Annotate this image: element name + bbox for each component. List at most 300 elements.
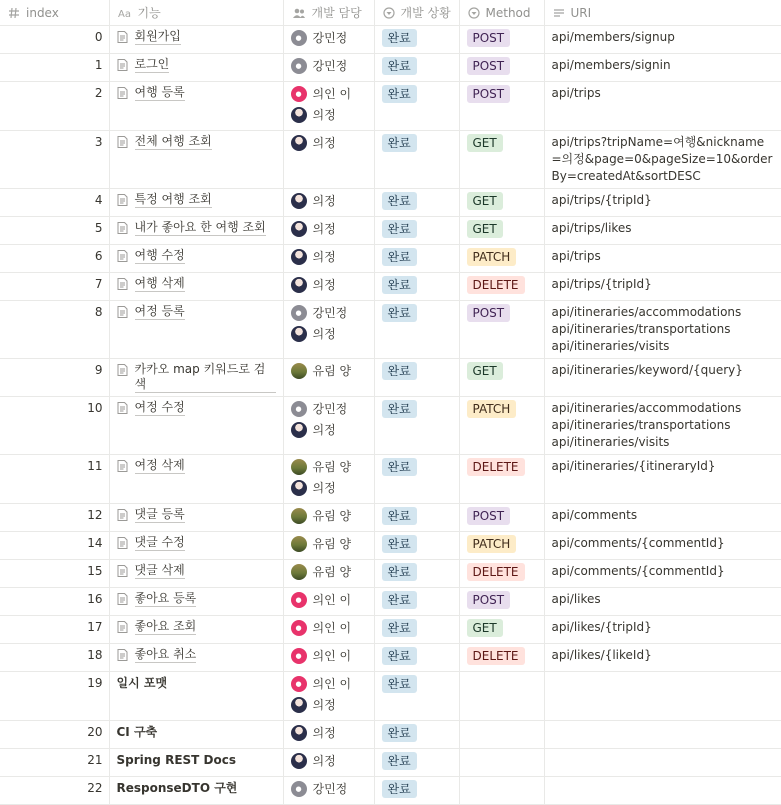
row-index: 9 bbox=[94, 363, 103, 377]
feature-cell bbox=[109, 532, 283, 560]
row-title[interactable]: 좋아요 취소 bbox=[134, 647, 197, 661]
document-icon bbox=[117, 565, 128, 577]
document-icon bbox=[117, 194, 128, 206]
person bbox=[291, 563, 367, 581]
row-index: 12 bbox=[87, 508, 103, 522]
document-icon bbox=[117, 31, 128, 43]
table-row[interactable] bbox=[0, 616, 781, 644]
index-cell bbox=[0, 588, 109, 616]
person bbox=[291, 591, 367, 609]
method-cell bbox=[459, 749, 544, 777]
method-badge: DELETE bbox=[467, 276, 525, 294]
feature-cell bbox=[109, 749, 283, 777]
index-cell bbox=[0, 749, 109, 777]
table-row[interactable] bbox=[0, 359, 781, 397]
person-name: 의인 이 bbox=[312, 676, 352, 691]
owner-cell bbox=[283, 455, 374, 504]
status-cell bbox=[374, 26, 459, 54]
person bbox=[291, 421, 367, 439]
feature-cell bbox=[109, 560, 283, 588]
avatar bbox=[291, 480, 307, 496]
method-cell bbox=[459, 532, 544, 560]
row-index: 16 bbox=[87, 592, 103, 606]
person bbox=[291, 647, 367, 665]
row-title[interactable]: 여정 삭제 bbox=[134, 458, 185, 472]
row-title[interactable]: 여정 수정 bbox=[134, 400, 185, 414]
owner-cell bbox=[283, 131, 374, 189]
avatar: ● bbox=[291, 86, 307, 102]
feature-cell bbox=[109, 397, 283, 455]
uri-cell bbox=[544, 245, 781, 273]
status-badge: 완료 bbox=[382, 192, 417, 210]
person bbox=[291, 29, 367, 47]
row-title[interactable]: Spring REST Docs bbox=[116, 753, 236, 767]
row-index: 11 bbox=[87, 459, 103, 473]
table-row[interactable] bbox=[0, 672, 781, 721]
method-cell bbox=[459, 26, 544, 54]
uri-cell bbox=[544, 26, 781, 54]
document-icon bbox=[117, 306, 128, 318]
uri-cell bbox=[544, 359, 781, 397]
person-name: 유림 양 bbox=[312, 564, 352, 579]
uri-cell bbox=[544, 532, 781, 560]
uri-cell bbox=[544, 54, 781, 82]
feature-cell bbox=[109, 455, 283, 504]
table-row[interactable] bbox=[0, 504, 781, 532]
row-index: 6 bbox=[94, 249, 103, 263]
index-cell bbox=[0, 644, 109, 672]
index-cell bbox=[0, 54, 109, 82]
avatar bbox=[291, 697, 307, 713]
table-row[interactable] bbox=[0, 588, 781, 616]
status-badge: 완료 bbox=[382, 400, 417, 418]
document-icon bbox=[117, 59, 128, 71]
uri-cell bbox=[544, 131, 781, 189]
person-name: 의정 bbox=[312, 135, 336, 150]
row-title[interactable]: 회원가입 bbox=[134, 29, 181, 43]
row-title[interactable]: 카카오 map 키워드로 검색 bbox=[135, 362, 276, 393]
owner-cell bbox=[283, 217, 374, 245]
avatar bbox=[291, 363, 307, 379]
status-cell bbox=[374, 616, 459, 644]
row-title[interactable]: 댓글 수정 bbox=[134, 535, 185, 549]
method-badge: POST bbox=[467, 507, 511, 525]
person bbox=[291, 507, 367, 525]
owner-cell bbox=[283, 359, 374, 397]
avatar bbox=[291, 536, 307, 552]
column-header-uri[interactable] bbox=[544, 0, 781, 26]
feature-cell bbox=[109, 588, 283, 616]
status-badge: 완료 bbox=[382, 647, 417, 665]
row-title[interactable]: 전체 여행 조회 bbox=[134, 134, 212, 148]
row-index: 18 bbox=[87, 648, 103, 662]
document-icon bbox=[117, 402, 128, 414]
owner-cell bbox=[283, 245, 374, 273]
person-name: 의정 bbox=[312, 422, 336, 437]
person-name: 유림 양 bbox=[312, 363, 352, 378]
owner-cell bbox=[283, 749, 374, 777]
avatar: ● bbox=[291, 401, 307, 417]
method-cell bbox=[459, 273, 544, 301]
table-row[interactable] bbox=[0, 301, 781, 359]
uri-line: api/trips/{tripId} bbox=[551, 193, 652, 207]
uri-cell bbox=[544, 588, 781, 616]
avatar bbox=[291, 326, 307, 342]
row-title[interactable]: 여행 수정 bbox=[134, 248, 185, 262]
person-name: 의정 bbox=[312, 249, 336, 264]
text-icon bbox=[118, 7, 132, 19]
avatar: ● bbox=[291, 676, 307, 692]
uri-line: api/comments bbox=[551, 508, 638, 522]
status-badge: 완료 bbox=[382, 724, 417, 742]
row-title[interactable]: 댓글 삭제 bbox=[134, 563, 185, 577]
people-icon bbox=[292, 7, 306, 19]
person bbox=[291, 192, 367, 210]
status-badge: 완료 bbox=[382, 29, 417, 47]
method-cell bbox=[459, 54, 544, 82]
row-index: 3 bbox=[94, 135, 103, 149]
row-index: 14 bbox=[87, 536, 103, 550]
person-name: 강민정 bbox=[312, 58, 348, 73]
status-cell bbox=[374, 588, 459, 616]
method-cell bbox=[459, 455, 544, 504]
status-badge: 완료 bbox=[382, 220, 417, 238]
table-row[interactable] bbox=[0, 560, 781, 588]
status-cell bbox=[374, 777, 459, 805]
status-cell bbox=[374, 560, 459, 588]
feature-cell bbox=[109, 217, 283, 245]
select-icon bbox=[468, 7, 480, 19]
status-badge: 완료 bbox=[382, 780, 417, 798]
avatar bbox=[291, 135, 307, 151]
table-row[interactable] bbox=[0, 82, 781, 131]
table-row[interactable] bbox=[0, 397, 781, 455]
feature-cell bbox=[109, 616, 283, 644]
table-row[interactable] bbox=[0, 26, 781, 54]
person bbox=[291, 248, 367, 266]
avatar: ● bbox=[291, 58, 307, 74]
index-cell bbox=[0, 217, 109, 245]
method-cell bbox=[459, 301, 544, 359]
document-icon bbox=[117, 250, 128, 262]
status-badge: 완료 bbox=[382, 752, 417, 770]
index-cell bbox=[0, 504, 109, 532]
person-name: 유림 양 bbox=[312, 536, 352, 551]
person-name: 의정 bbox=[312, 753, 336, 768]
uri-cell bbox=[544, 749, 781, 777]
avatar bbox=[291, 508, 307, 524]
row-index: 8 bbox=[94, 305, 103, 319]
owner-cell bbox=[283, 672, 374, 721]
method-badge: POST bbox=[467, 85, 511, 103]
person-name: 의정 bbox=[312, 480, 336, 495]
uri-cell bbox=[544, 82, 781, 131]
person-name: 의인 이 bbox=[312, 592, 352, 607]
uri-line: api/comments/{commentId} bbox=[551, 564, 725, 578]
column-label: URI bbox=[570, 5, 592, 20]
method-badge: PATCH bbox=[467, 535, 517, 553]
person bbox=[291, 780, 367, 798]
method-cell bbox=[459, 359, 544, 397]
status-badge: 완료 bbox=[382, 675, 417, 693]
row-index: 0 bbox=[94, 30, 103, 44]
uri-line: api/members/signin bbox=[551, 58, 671, 72]
uri-line: api/trips?tripName=여행&nickname=의정&page=0&pageSize=10&orderBy=createdAt&sortDESC bbox=[551, 135, 773, 183]
status-cell bbox=[374, 532, 459, 560]
uri-line: api/itineraries/accommodations bbox=[551, 401, 742, 415]
uri-cell bbox=[544, 777, 781, 805]
text-lines-icon bbox=[553, 7, 565, 19]
method-cell bbox=[459, 721, 544, 749]
table-row[interactable] bbox=[0, 273, 781, 301]
feature-cell bbox=[109, 504, 283, 532]
column-label: index bbox=[26, 5, 59, 20]
row-title[interactable]: 댓글 등록 bbox=[134, 507, 185, 521]
document-icon bbox=[117, 621, 128, 633]
uri-line: api/trips bbox=[551, 86, 601, 100]
method-badge: POST bbox=[467, 57, 511, 75]
owner-cell bbox=[283, 26, 374, 54]
avatar bbox=[291, 107, 307, 123]
person-name: 의인 이 bbox=[312, 648, 352, 663]
method-badge: GET bbox=[467, 619, 503, 637]
column-label: 개발 담당 bbox=[311, 6, 362, 20]
column-header-owner[interactable] bbox=[283, 0, 374, 26]
avatar bbox=[291, 221, 307, 237]
document-icon bbox=[117, 593, 128, 605]
method-cell bbox=[459, 217, 544, 245]
table-row[interactable] bbox=[0, 749, 781, 777]
uri-cell bbox=[544, 189, 781, 217]
person bbox=[291, 57, 367, 75]
uri-line: api/likes/{tripId} bbox=[551, 620, 652, 634]
row-title[interactable]: 로그인 bbox=[134, 57, 170, 71]
method-cell bbox=[459, 588, 544, 616]
index-cell bbox=[0, 777, 109, 805]
person bbox=[291, 696, 367, 714]
index-cell bbox=[0, 560, 109, 588]
index-cell bbox=[0, 397, 109, 455]
index-cell bbox=[0, 532, 109, 560]
avatar: ● bbox=[291, 781, 307, 797]
column-header-feature[interactable] bbox=[109, 0, 283, 26]
table-row[interactable] bbox=[0, 721, 781, 749]
index-cell bbox=[0, 273, 109, 301]
method-cell bbox=[459, 131, 544, 189]
method-badge: GET bbox=[467, 192, 503, 210]
status-cell bbox=[374, 455, 459, 504]
owner-cell bbox=[283, 721, 374, 749]
method-badge: GET bbox=[467, 134, 503, 152]
status-badge: 완료 bbox=[382, 619, 417, 637]
uri-cell bbox=[544, 397, 781, 455]
feature-cell bbox=[109, 245, 283, 273]
person bbox=[291, 304, 367, 322]
person-name: 의정 bbox=[312, 107, 336, 122]
uri-line: api/itineraries/transportations bbox=[551, 322, 731, 336]
method-badge: POST bbox=[467, 591, 511, 609]
document-icon bbox=[117, 136, 128, 148]
person bbox=[291, 479, 367, 497]
method-cell bbox=[459, 616, 544, 644]
uri-cell bbox=[544, 644, 781, 672]
status-badge: 완료 bbox=[382, 362, 417, 380]
owner-cell bbox=[283, 397, 374, 455]
uri-line: api/members/signup bbox=[551, 30, 675, 44]
row-index: 7 bbox=[94, 277, 103, 291]
index-cell bbox=[0, 82, 109, 131]
owner-cell bbox=[283, 273, 374, 301]
row-index: 2 bbox=[94, 86, 103, 100]
method-badge: PATCH bbox=[467, 400, 517, 418]
avatar bbox=[291, 277, 307, 293]
person bbox=[291, 752, 367, 770]
owner-cell bbox=[283, 54, 374, 82]
avatar bbox=[291, 249, 307, 265]
status-cell bbox=[374, 217, 459, 245]
table-row[interactable] bbox=[0, 532, 781, 560]
person-name: 의정 bbox=[312, 277, 336, 292]
person bbox=[291, 325, 367, 343]
column-label: Method bbox=[485, 5, 531, 20]
owner-cell bbox=[283, 504, 374, 532]
status-cell bbox=[374, 54, 459, 82]
document-icon bbox=[117, 87, 128, 99]
feature-cell bbox=[109, 82, 283, 131]
person-name: 의인 이 bbox=[312, 86, 352, 101]
person bbox=[291, 276, 367, 294]
index-cell bbox=[0, 616, 109, 644]
uri-cell bbox=[544, 504, 781, 532]
avatar bbox=[291, 422, 307, 438]
owner-cell bbox=[283, 777, 374, 805]
table-row[interactable] bbox=[0, 644, 781, 672]
row-index: 21 bbox=[87, 753, 103, 767]
uri-line: api/itineraries/keyword/{query} bbox=[551, 363, 743, 377]
status-badge: 완료 bbox=[382, 134, 417, 152]
method-badge: GET bbox=[467, 362, 503, 380]
table-row[interactable] bbox=[0, 217, 781, 245]
uri-line: api/likes/{likeId} bbox=[551, 648, 652, 662]
document-icon bbox=[117, 222, 128, 234]
uri-line: api/trips/likes bbox=[551, 221, 632, 235]
person-name: 의정 bbox=[312, 326, 336, 341]
method-cell bbox=[459, 777, 544, 805]
status-cell bbox=[374, 397, 459, 455]
row-title[interactable]: 여행 등록 bbox=[134, 85, 185, 99]
status-cell bbox=[374, 82, 459, 131]
uri-line: api/itineraries/visits bbox=[551, 339, 670, 353]
person-name: 강민정 bbox=[312, 401, 348, 416]
person bbox=[291, 675, 367, 693]
status-badge: 완료 bbox=[382, 248, 417, 266]
avatar: ● bbox=[291, 648, 307, 664]
document-icon bbox=[117, 509, 128, 521]
status-cell bbox=[374, 189, 459, 217]
status-cell bbox=[374, 245, 459, 273]
row-index: 22 bbox=[87, 781, 103, 795]
owner-cell bbox=[283, 189, 374, 217]
avatar: ● bbox=[291, 592, 307, 608]
index-cell bbox=[0, 359, 109, 397]
person-name: 유림 양 bbox=[312, 459, 352, 474]
person-name: 유림 양 bbox=[312, 508, 352, 523]
person bbox=[291, 724, 367, 742]
uri-cell bbox=[544, 672, 781, 721]
document-icon bbox=[117, 537, 128, 549]
column-header-status[interactable] bbox=[374, 0, 459, 26]
status-badge: 완료 bbox=[382, 563, 417, 581]
table-row[interactable] bbox=[0, 131, 781, 189]
row-title[interactable]: ResponseDTO 구현 bbox=[116, 781, 238, 795]
method-badge: DELETE bbox=[467, 647, 525, 665]
row-title[interactable]: 여정 등록 bbox=[134, 304, 185, 318]
uri-cell bbox=[544, 560, 781, 588]
status-cell bbox=[374, 273, 459, 301]
table-row[interactable] bbox=[0, 245, 781, 273]
index-cell bbox=[0, 672, 109, 721]
uri-line: api/likes bbox=[551, 592, 601, 606]
person bbox=[291, 458, 367, 476]
method-cell bbox=[459, 189, 544, 217]
person-name: 의정 bbox=[312, 725, 336, 740]
person-name: 강민정 bbox=[312, 30, 348, 45]
status-badge: 완료 bbox=[382, 85, 417, 103]
column-label: 기능 bbox=[137, 6, 161, 20]
method-cell bbox=[459, 397, 544, 455]
uri-line: api/itineraries/visits bbox=[551, 435, 670, 449]
column-header-index[interactable] bbox=[0, 0, 109, 26]
row-title[interactable]: 좋아요 조회 bbox=[134, 619, 197, 633]
owner-cell bbox=[283, 301, 374, 359]
table-row[interactable] bbox=[0, 54, 781, 82]
number-icon bbox=[8, 7, 20, 19]
avatar bbox=[291, 459, 307, 475]
row-title[interactable]: 특정 여행 조회 bbox=[134, 192, 212, 206]
person-name: 의정 bbox=[312, 193, 336, 208]
avatar bbox=[291, 564, 307, 580]
avatar bbox=[291, 753, 307, 769]
row-title[interactable]: 일시 포맷 bbox=[116, 676, 168, 690]
method-badge: PATCH bbox=[467, 248, 517, 266]
row-title[interactable]: 내가 좋아요 한 여행 조회 bbox=[134, 220, 266, 234]
method-cell bbox=[459, 504, 544, 532]
person bbox=[291, 535, 367, 553]
uri-cell bbox=[544, 721, 781, 749]
status-cell bbox=[374, 301, 459, 359]
row-index: 4 bbox=[94, 193, 103, 207]
table-row[interactable] bbox=[0, 189, 781, 217]
row-index: 1 bbox=[94, 58, 103, 72]
row-title[interactable]: CI 구축 bbox=[116, 725, 158, 739]
row-title[interactable]: 좋아요 등록 bbox=[134, 591, 197, 605]
owner-cell bbox=[283, 616, 374, 644]
index-cell bbox=[0, 26, 109, 54]
feature-cell bbox=[109, 273, 283, 301]
index-cell bbox=[0, 721, 109, 749]
row-title[interactable]: 여행 삭제 bbox=[134, 276, 185, 290]
table-row[interactable] bbox=[0, 777, 781, 805]
status-badge: 완료 bbox=[382, 535, 417, 553]
table-row[interactable] bbox=[0, 455, 781, 504]
document-icon bbox=[117, 364, 128, 376]
feature-cell bbox=[109, 131, 283, 189]
uri-line: api/itineraries/accommodations bbox=[551, 305, 742, 319]
column-header-method[interactable] bbox=[459, 0, 544, 26]
svg-text:Aa: Aa bbox=[117, 8, 131, 19]
person bbox=[291, 85, 367, 103]
uri-cell bbox=[544, 301, 781, 359]
